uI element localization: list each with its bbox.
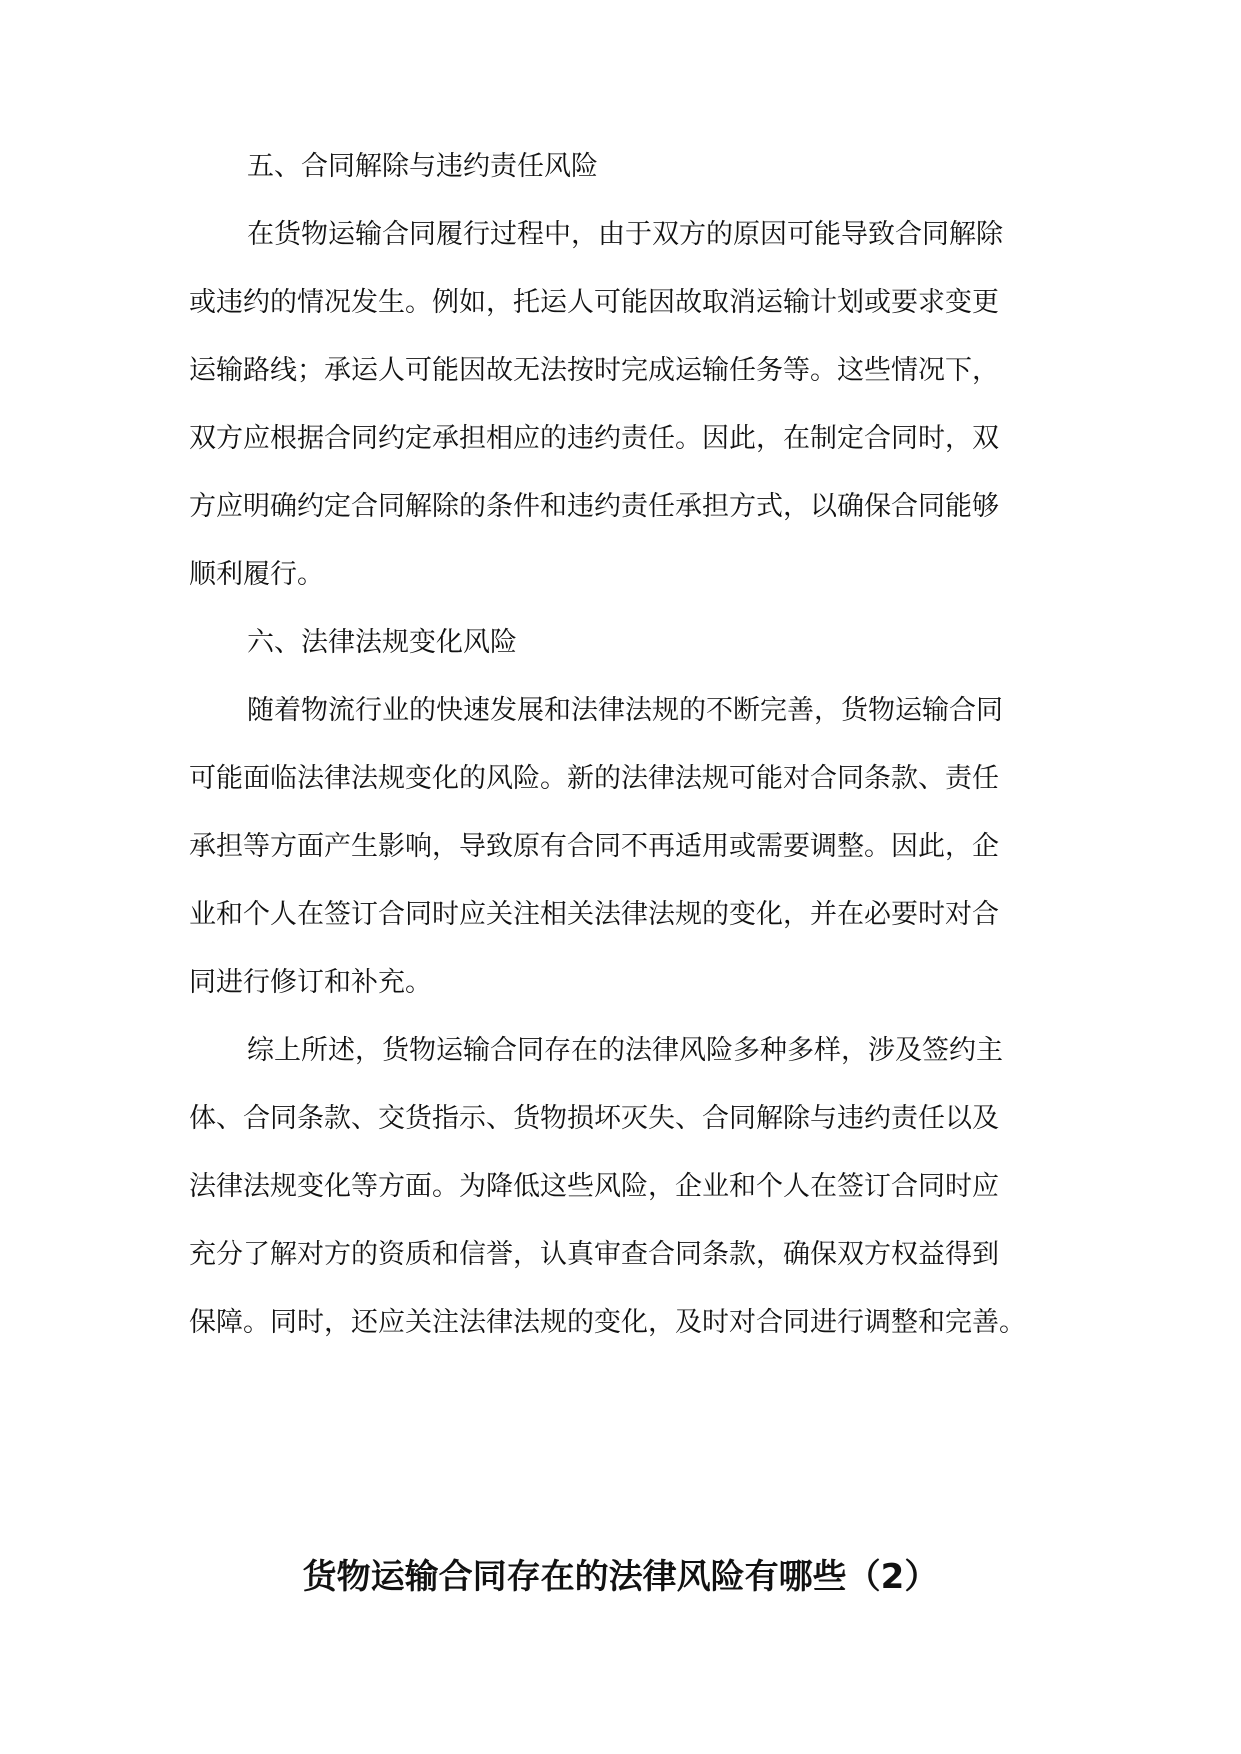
paragraph-line: 顺利履行。 (189, 559, 324, 590)
paragraph-line: 随着物流行业的快速发展和法律法规的不断完善，货物运输合同 (247, 695, 1003, 726)
section-heading-5: 五、合同解除与违约责任风险 (247, 151, 598, 182)
paragraph-line: 体、合同条款、交货指示、货物损坏灭失、合同解除与违约责任以及 (189, 1103, 999, 1134)
paragraph-line: 法律法规变化等方面。为降低这些风险，企业和个人在签订合同时应 (189, 1171, 999, 1202)
paragraph-line: 方应明确约定合同解除的条件和违约责任承担方式，以确保合同能够 (189, 491, 999, 522)
paragraph-line: 可能面临法律法规变化的风险。新的法律法规可能对合同条款、责任 (189, 763, 999, 794)
paragraph-line: 业和个人在签订合同时应关注相关法律法规的变化，并在必要时对合 (189, 899, 999, 930)
document-body (189, 148, 1054, 1342)
section-heading-6: 六、法律法规变化风险 (247, 627, 517, 658)
paragraph-line: 综上所述，货物运输合同存在的法律风险多种多样，涉及签约主 (247, 1035, 1003, 1066)
paragraph-line: 承担等方面产生影响，导致原有合同不再适用或需要调整。因此，企 (189, 831, 999, 862)
paragraph-line: 充分了解对方的资质和信誉，认真审查合同条款，确保双方权益得到 (189, 1239, 999, 1270)
paragraph-line: 在货物运输合同履行过程中，由于双方的原因可能导致合同解除 (247, 219, 1003, 250)
paragraph-line: 运输路线；承运人可能因故无法按时完成运输任务等。这些情况下， (189, 355, 999, 386)
document-title: 货物运输合同存在的法律风险有哪些（2） (302, 1557, 939, 1597)
paragraph-line: 双方应根据合同约定承担相应的违约责任。因此，在制定合同时，双 (189, 423, 999, 454)
paragraph-line: 或违约的情况发生。例如，托运人可能因故取消运输计划或要求变更 (189, 287, 999, 318)
paragraph-line: 保障。同时，还应关注法律法规的变化，及时对合同进行调整和完善。 (189, 1307, 1026, 1338)
paragraph-line: 同进行修订和补充。 (189, 967, 432, 998)
